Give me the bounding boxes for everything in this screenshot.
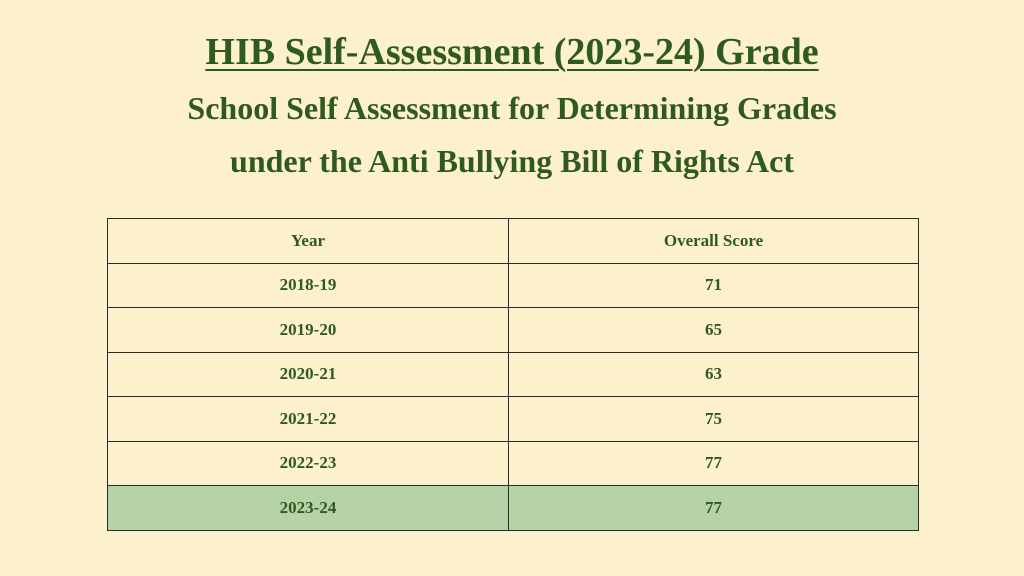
year-cell: 2020-21: [108, 352, 509, 397]
table-row: [108, 352, 919, 397]
year-cell: 2019-20: [108, 308, 509, 353]
table-row: [108, 397, 919, 442]
score-cell: 63: [509, 352, 919, 397]
page-subtitle: [0, 82, 1024, 188]
table-row: [108, 308, 919, 353]
year-cell: 2021-22: [108, 397, 509, 442]
table-row: [108, 441, 919, 486]
column-header-overall-score: Overall Score: [509, 219, 919, 264]
subtitle-line-2: under the Anti Bullying Bill of Rights Act: [230, 143, 794, 179]
year-cell: 2018-19: [108, 263, 509, 308]
table-header-row: [108, 219, 919, 264]
table-row-highlighted: [108, 486, 919, 531]
score-cell: 71: [509, 263, 919, 308]
score-cell: 77: [509, 486, 919, 531]
year-cell: 2023-24: [108, 486, 509, 531]
score-cell: 77: [509, 441, 919, 486]
scores-table: [107, 218, 919, 531]
column-header-year: Year: [108, 219, 509, 264]
score-cell: 65: [509, 308, 919, 353]
score-cell: 75: [509, 397, 919, 442]
year-cell: 2022-23: [108, 441, 509, 486]
page-title: HIB Self-Assessment (2023-24) Grade: [205, 31, 819, 73]
table-row: [108, 263, 919, 308]
subtitle-line-1: School Self Assessment for Determining Grades: [187, 90, 837, 126]
